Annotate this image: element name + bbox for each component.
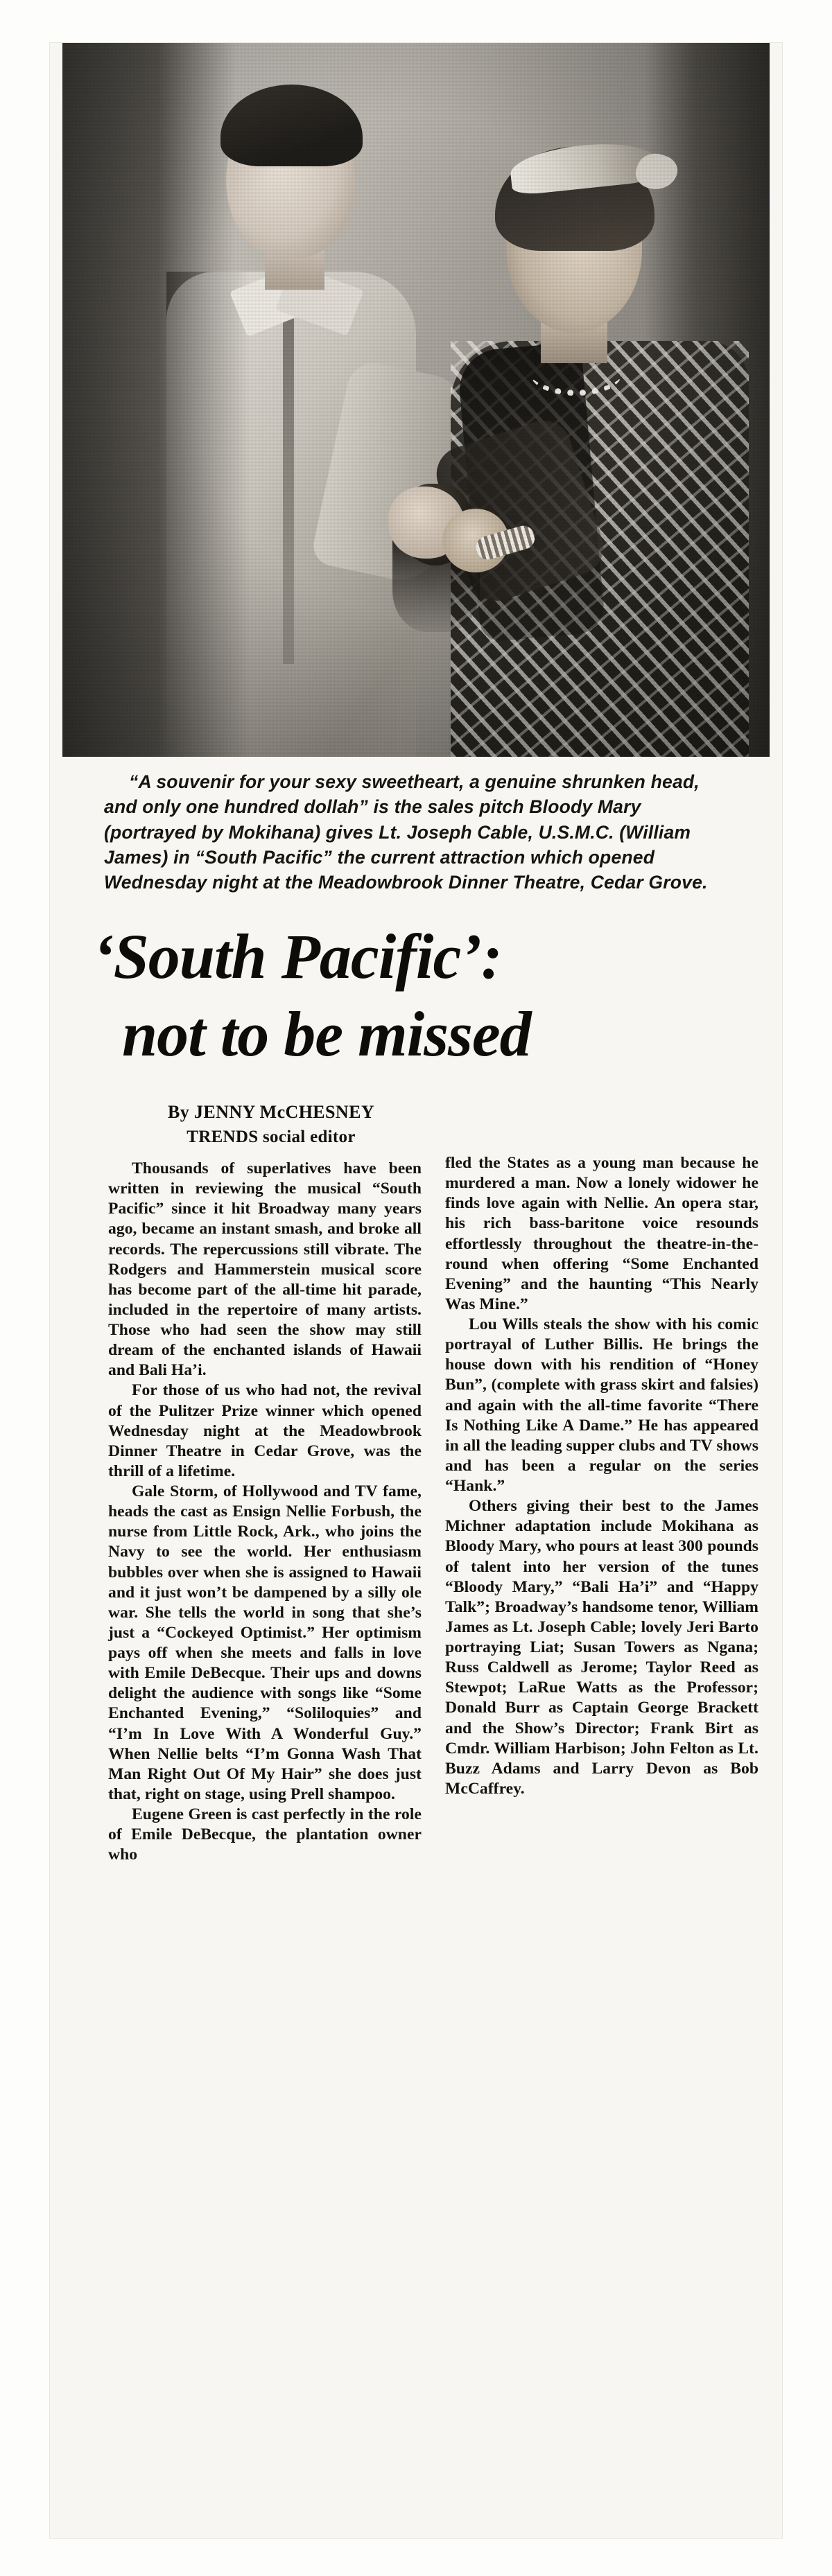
paragraph: Thousands of superlatives have been written in reviewing the musical “South Pacific” since it hit Broadway many years ago, became an instant smash, and broke all records. The repercussions still vibrate. The Rodgers and Hammerstein musical score has become part of the all-time hit parade, included in the repertoire of many artists. Those who had seen the show may still dream of the enchanted islands of Hawaii and Bali Ha’i. — [108, 1159, 422, 1380]
body-column-left — [108, 1159, 422, 1865]
byline-role: TRENDS social editor — [187, 1128, 356, 1146]
photo-caption — [104, 769, 728, 895]
photo-man-uniform-shadow — [166, 272, 250, 757]
photo-caption-text: “A souvenir for your sexy sweetheart, a genuine shrunken head, and only one hundred dollah” is the sales pitch Bloody Mary (portrayed by Mokihana) gives Lt. Joseph Cable, U.S.M.C. (William James) in “South Pacific” the current attraction which opened Wednesday night at the Meadowbrook Dinner Theatre, Cedar Grove. — [104, 771, 708, 893]
paragraph: Others giving their best to the James Michner adaptation include Mokihana as Bloody Mary, who pours at least 300 pounds of talent into her version of the tunes “Bloody Mary,” “Bali Ha’i” and “Happy Talk”; Broadway’s handsome tenor, William James as Lt. Joseph Cable; lovely Jeri Barto portraying Liat; Susan Towers as Ngana; Russ Caldwell as Jerome; Taylor Reed as Stewpot; LaRue Watts as the Professor; Donald Burr as Captain George Brackett and the Show’s Director; Frank Birt as Cmdr. William Harbison; John Felton as Lt. Buzz Adams and Larry Devon as Bob McCaffrey. — [445, 1497, 759, 1798]
page-title — [80, 921, 760, 1069]
byline-author: By JENNY McCHESNEY — [167, 1102, 375, 1122]
body-column-right — [445, 1153, 759, 1799]
byline — [108, 1102, 434, 1147]
article-photo — [62, 43, 770, 757]
paragraph: Gale Storm, of Hollywood and TV fame, heads the cast as Ensign Nellie Forbush, the nurse from Little Rock, Ark., who joins the Navy to see the world. Her enthusiasm bubbles over when she is assigned to Hawaii and it just won’t be dampened by a silly ole war. She tells the world in song that she’s just a “Cockeyed Optimist.” Her optimism pays off when she meets and falls in love with Emile DeBecque. Their ups and downs delight the audience with songs like “Some Enchanted Evening,” “Soliloquies” and “I’m In Love With A Wonderful Guy.” When Nellie belts “I’m Gonna Wash That Man Right Out Of My Hair” she does just that, right on stage, using Prell shampoo. — [108, 1482, 422, 1803]
photo-man-shirt-placket — [283, 290, 294, 664]
paragraph: Lou Wills steals the show with his comic portrayal of Luther Billis. He brings the house down with his rendition of “Honey Bun”, (complete with grass skirt and falsies) and again with the all-time favorite “There Is Nothing Like A Dame.” He has appeared in all the leading supper clubs and TV shows and has been a regular on the series “Hank.” — [445, 1315, 759, 1495]
headline-line-1: ‘South Pacific’: — [93, 921, 502, 992]
paragraph: fled the States as a young man because he murdered a man. Now a lonely widower he finds love again with Nellie. An opera star, his rich bass-baritone voice resounds effortlessly throughout the theatre-in-the-round when offering “Some Enchanted Evening” and the haunting “This Nearly Was Mine.” — [445, 1154, 759, 1313]
paragraph: Eugene Green is cast perfectly in the role of Emile DeBecque, the plantation owner who — [108, 1805, 422, 1864]
newspaper-clipping — [50, 43, 782, 2538]
photo-woman-necklace — [531, 353, 621, 396]
paragraph: For those of us who had not, the revival of the Pulitzer Prize winner which opened Wednesday night at the Meadowbrook Dinner Theatre in Cedar Grove, was the thrill of a lifetime. — [108, 1381, 422, 1480]
headline-line-2: not to be missed — [122, 998, 531, 1069]
